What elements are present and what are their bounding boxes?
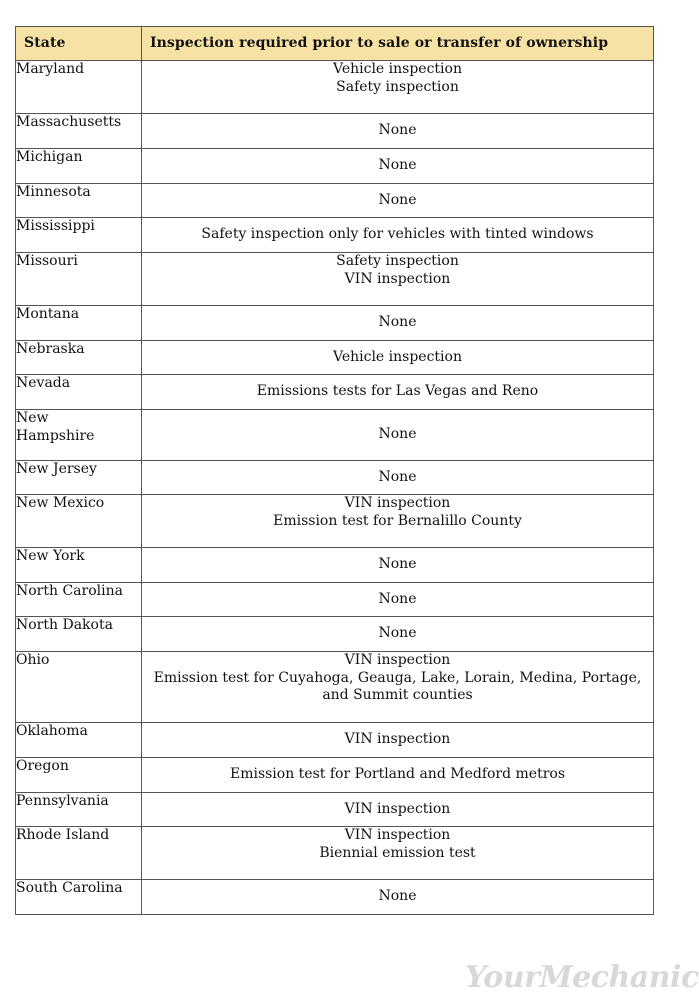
table-row — [16, 114, 654, 149]
inspection-requirement: VIN inspection — [344, 270, 451, 287]
table-row — [16, 548, 654, 583]
inspection-cell — [142, 548, 654, 583]
inspection-requirement: None — [378, 122, 417, 139]
inspection-cell — [142, 341, 654, 375]
inspection-cell — [142, 375, 654, 410]
state-cell — [16, 114, 142, 149]
state-name: North Dakota — [16, 617, 113, 633]
inspection-requirement: Emissions tests for Las Vegas and Reno — [256, 383, 539, 400]
inspection-cell — [142, 149, 654, 184]
inspection-cell — [142, 758, 654, 793]
inspection-requirement: None — [378, 426, 417, 443]
table-row — [16, 495, 654, 548]
state-cell — [16, 375, 142, 410]
state-column-header: State — [16, 27, 142, 61]
table-row — [16, 341, 654, 375]
table-row — [16, 827, 654, 880]
state-cell — [16, 583, 142, 617]
inspection-requirement: None — [378, 157, 417, 174]
inspection-cell — [142, 253, 654, 306]
inspection-cell — [142, 306, 654, 341]
inspection-requirement: VIN inspection — [344, 652, 451, 668]
table-row — [16, 617, 654, 652]
inspection-cell — [142, 218, 654, 253]
table-row — [16, 793, 654, 827]
table-row — [16, 218, 654, 253]
inspection-requirement: Emission test for Bernalillo County — [273, 512, 522, 529]
state-name: Maryland — [16, 61, 85, 77]
state-cell — [16, 723, 142, 758]
inspection-requirement: None — [378, 888, 417, 905]
inspection-requirement: Safety inspection — [336, 253, 459, 269]
state-name: New Mexico — [16, 495, 105, 511]
table-header-row — [16, 27, 654, 61]
logo-text: YourMechanic — [465, 960, 699, 995]
state-cell — [16, 495, 142, 548]
inspection-cell — [142, 880, 654, 915]
table-row — [16, 184, 654, 218]
inspection-cell — [142, 61, 654, 114]
state-name: Missouri — [16, 253, 78, 269]
state-cell — [16, 184, 142, 218]
state-name: New Jersey — [16, 461, 97, 477]
state-name: Michigan — [16, 149, 83, 165]
inspection-cell — [142, 723, 654, 758]
inspection-requirement: None — [378, 468, 417, 485]
state-cell — [16, 461, 142, 495]
state-cell — [16, 793, 142, 827]
inspection-cell — [142, 827, 654, 880]
inspection-cell — [142, 583, 654, 617]
state-cell — [16, 617, 142, 652]
inspection-table-container — [15, 26, 653, 915]
state-cell — [16, 827, 142, 880]
inspection-cell — [142, 114, 654, 149]
inspection-requirement: Vehicle inspection — [333, 61, 462, 77]
state-name: South Carolina — [16, 880, 123, 896]
state-name: Mississippi — [16, 218, 95, 234]
inspection-requirement: VIN inspection — [344, 827, 451, 843]
state-cell — [16, 758, 142, 793]
table-row — [16, 758, 654, 793]
state-name: Rhode Island — [16, 827, 110, 843]
state-cell — [16, 652, 142, 723]
inspection-requirement: None — [378, 590, 417, 607]
table-row — [16, 61, 654, 114]
table-row — [16, 253, 654, 306]
table-row — [16, 880, 654, 915]
inspection-requirement: None — [378, 191, 417, 208]
state-name: New — [16, 410, 49, 426]
state-cell — [16, 341, 142, 375]
inspection-cell — [142, 617, 654, 652]
table-row — [16, 306, 654, 341]
inspection-requirement: Safety inspection only for vehicles with tinted windows — [201, 226, 594, 243]
inspection-table — [15, 26, 654, 915]
state-cell — [16, 61, 142, 114]
state-name: Ohio — [16, 652, 50, 668]
state-name: North Carolina — [16, 583, 123, 599]
inspection-requirement: VIN inspection — [344, 800, 451, 817]
inspection-cell — [142, 652, 654, 723]
inspection-cell — [142, 184, 654, 218]
table-row — [16, 410, 654, 461]
table-row — [16, 723, 654, 758]
inspection-requirement: Safety inspection — [336, 78, 459, 95]
table-row — [16, 375, 654, 410]
state-name: Minnesota — [16, 184, 91, 200]
state-cell — [16, 149, 142, 184]
state-name: Pennsylvania — [16, 793, 109, 809]
inspection-column-header: Inspection required prior to sale or transfer of ownership — [142, 27, 654, 61]
state-cell — [16, 218, 142, 253]
table-row — [16, 149, 654, 184]
table-body — [16, 61, 654, 915]
inspection-requirement: Vehicle inspection — [333, 348, 462, 365]
state-cell — [16, 410, 142, 461]
state-name: Hampshire — [16, 427, 95, 444]
inspection-cell — [142, 495, 654, 548]
state-cell — [16, 253, 142, 306]
table-row — [16, 583, 654, 617]
inspection-requirement: VIN inspection — [344, 731, 451, 748]
state-name: New York — [16, 548, 85, 564]
state-cell — [16, 548, 142, 583]
yourmechanic-logo — [465, 960, 699, 1000]
inspection-requirement: None — [378, 625, 417, 642]
inspection-requirement: None — [378, 556, 417, 573]
state-name: Massachusetts — [16, 114, 122, 130]
state-cell — [16, 880, 142, 915]
inspection-requirement: None — [378, 314, 417, 331]
state-cell — [16, 306, 142, 341]
table-row — [16, 461, 654, 495]
state-name: Oregon — [16, 758, 69, 774]
inspection-cell — [142, 793, 654, 827]
inspection-requirement: Emission test for Cuyahoga, Geauga, Lake, Lorain, Medina, Portage, — [153, 669, 642, 686]
inspection-requirement: VIN inspection — [344, 495, 451, 511]
inspection-requirement: Emission test for Portland and Medford metros — [229, 766, 566, 783]
inspection-requirement: Biennial emission test — [319, 844, 476, 861]
inspection-requirement: and Summit counties — [322, 687, 473, 703]
state-name: Montana — [16, 306, 80, 322]
inspection-cell — [142, 410, 654, 461]
inspection-cell — [142, 461, 654, 495]
state-name: Nebraska — [16, 341, 85, 357]
table-row — [16, 652, 654, 723]
state-name: Oklahoma — [16, 723, 88, 739]
state-name: Nevada — [16, 375, 71, 391]
